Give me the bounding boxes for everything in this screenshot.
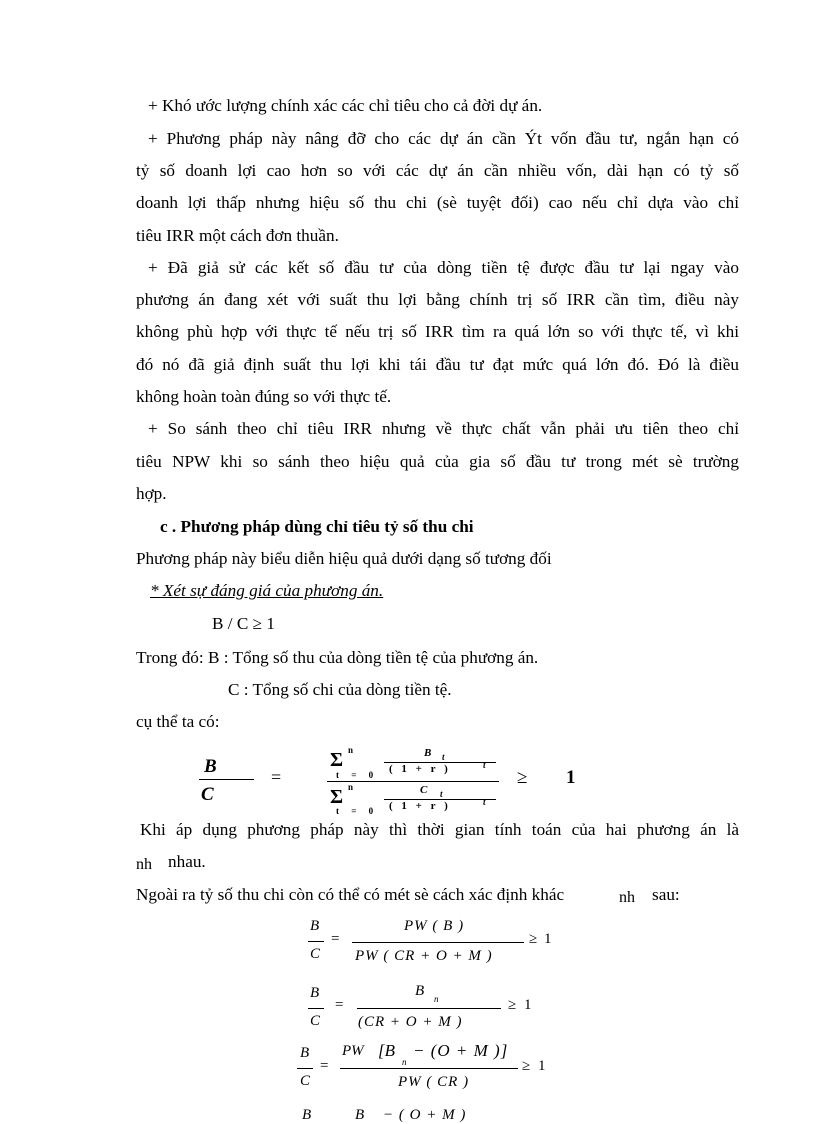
paragraph-line: + Đã giả sử các kết số đầu tư của dòng tiền tệ được đầu tư lại ngay vào — [148, 258, 739, 277]
paragraph-line: tiêu NPW khi so sánh theo hiệu quả của gia số đầu tư trong mét sè trường — [136, 452, 739, 471]
equals-sign: = — [331, 931, 340, 947]
subscript-t: t — [442, 752, 445, 762]
equals-sign: = — [271, 767, 282, 787]
paragraph-line: phương án đang xét với suất thu lợi bằng chính trị số IRR cần tìm, điều này — [136, 290, 739, 309]
formula-c: C — [201, 784, 214, 805]
fraction-bar — [352, 942, 524, 943]
denominator: PW ( CR + O + M ) — [355, 948, 493, 964]
upper-limit: n — [348, 782, 354, 792]
paragraph-line: không hoàn toàn đúng so với thực tế. — [136, 387, 392, 406]
fraction-bar — [199, 779, 254, 780]
other-methods-fragment: nh — [619, 889, 635, 906]
criterion: B / C ≥ 1 — [212, 614, 275, 633]
numerator-pw: PW — [342, 1043, 364, 1059]
formula-c: C — [310, 946, 321, 962]
subscript-n: n — [402, 1057, 407, 1067]
exponent-t: t — [483, 760, 486, 770]
formula-b: B — [302, 1107, 312, 1123]
fraction-bar — [297, 1068, 313, 1069]
geq-sign: ≥ — [517, 767, 528, 788]
numerator-b: B — [424, 747, 432, 759]
denominator: ( 1 + r ) — [389, 763, 451, 775]
numerator: B — [415, 983, 425, 999]
numerator-b: B — [355, 1107, 365, 1123]
note-fragment: nh — [136, 856, 152, 873]
note-line: Khi áp dụng phương pháp này thì thời gian tính toán của hai phương án là — [140, 820, 739, 839]
section-heading: c . Phương pháp dùng chỉ tiêu tỷ số thu chi — [160, 517, 474, 536]
paragraph-line: doanh lợi thấp nhưng hiệu số thu chi (sè tuyệt đối) cao nếu chỉ dựa vào chỉ — [136, 193, 739, 212]
geq-sign: ≥ — [529, 931, 538, 947]
formula-b: B — [310, 985, 320, 1001]
numerator-om: − ( O + M ) — [383, 1107, 467, 1123]
lower-limit: t = 0 — [336, 770, 379, 780]
paragraph-line: đó nó đã giả định suất thu lợi khi tái đầu tư đạt mức quá lớn đó. Đó là điều — [136, 355, 739, 374]
formula-b: B — [300, 1045, 310, 1061]
upper-limit: n — [348, 745, 354, 755]
formula-c: C — [310, 1013, 321, 1029]
numerator-c: C — [420, 784, 428, 796]
other-methods-line: Ngoài ra tỷ số thu chi còn có thể có mét sè cách xác định khác — [136, 885, 565, 904]
paragraph-line: + So sánh theo chỉ tiêu IRR nhưng về thực chất vẫn phải ưu tiên theo chỉ — [148, 419, 739, 438]
paragraph-line: tỷ số doanh lợi cao hơn so với các dự án cần nhiều vốn, dài hạn có tỷ số — [136, 161, 739, 180]
section-intro: Phương pháp này biểu diễn hiệu quả dưới dạng số tương đối — [136, 549, 552, 568]
numerator-bn: [B — [378, 1041, 395, 1060]
paragraph-line: + Khó ước lượng chính xác các chỉ tiêu cho cả đời dự án. — [148, 96, 543, 115]
fraction-bar — [357, 1008, 501, 1009]
concrete-label: cụ thể ta có: — [136, 712, 220, 731]
fraction-bar — [308, 1008, 324, 1009]
one: 1 — [538, 1058, 546, 1074]
definition-b: Trong đó: B : Tổng số thu của dòng tiền tệ của phương án. — [136, 648, 539, 667]
denominator: PW ( CR ) — [398, 1074, 470, 1090]
denominator: ( 1 + r ) — [389, 800, 451, 812]
paragraph-line: + Phương pháp này nâng đỡ cho các dự án cần Ýt vốn đầu tư, ngắn hạn có — [148, 129, 739, 148]
definition-c: C : Tổng số chi của dòng tiền tệ. — [228, 680, 452, 699]
numerator: PW ( B ) — [404, 918, 465, 934]
geq-sign: ≥ — [522, 1058, 531, 1074]
geq-sign: ≥ — [508, 997, 517, 1013]
denominator: (CR + O + M ) — [358, 1014, 463, 1030]
one: 1 — [524, 997, 532, 1013]
equals-sign: = — [320, 1058, 329, 1074]
one: 1 — [566, 767, 576, 788]
paragraph-line: hợp. — [136, 484, 167, 503]
equals-sign: = — [335, 997, 344, 1013]
formula-b: B — [204, 756, 217, 777]
note-fragment: nhau. — [168, 852, 206, 871]
formula-c: C — [300, 1073, 311, 1089]
lower-limit: t = 0 — [336, 806, 379, 816]
fraction-bar — [340, 1068, 518, 1069]
numerator-om: − (O + M )] — [413, 1041, 509, 1060]
subscript-n: n — [434, 994, 439, 1004]
other-methods-fragment: sau: — [652, 885, 680, 904]
fraction-bar — [308, 941, 324, 942]
subscript-t: t — [440, 789, 443, 799]
one: 1 — [544, 931, 552, 947]
paragraph-line: tiêu IRR một cách đơn thuần. — [136, 226, 339, 245]
sigma-symbol: Σ — [330, 749, 344, 771]
sigma-symbol: Σ — [330, 786, 344, 808]
formula-b: B — [310, 918, 320, 934]
exponent-t: t — [483, 797, 486, 807]
paragraph-line: không phù hợp với thực tế nếu trị số IRR tìm ra quá lớn so với thực tế, vì khi — [136, 322, 739, 341]
subheading: * Xét sự đáng giá của phương án. — [150, 581, 384, 600]
